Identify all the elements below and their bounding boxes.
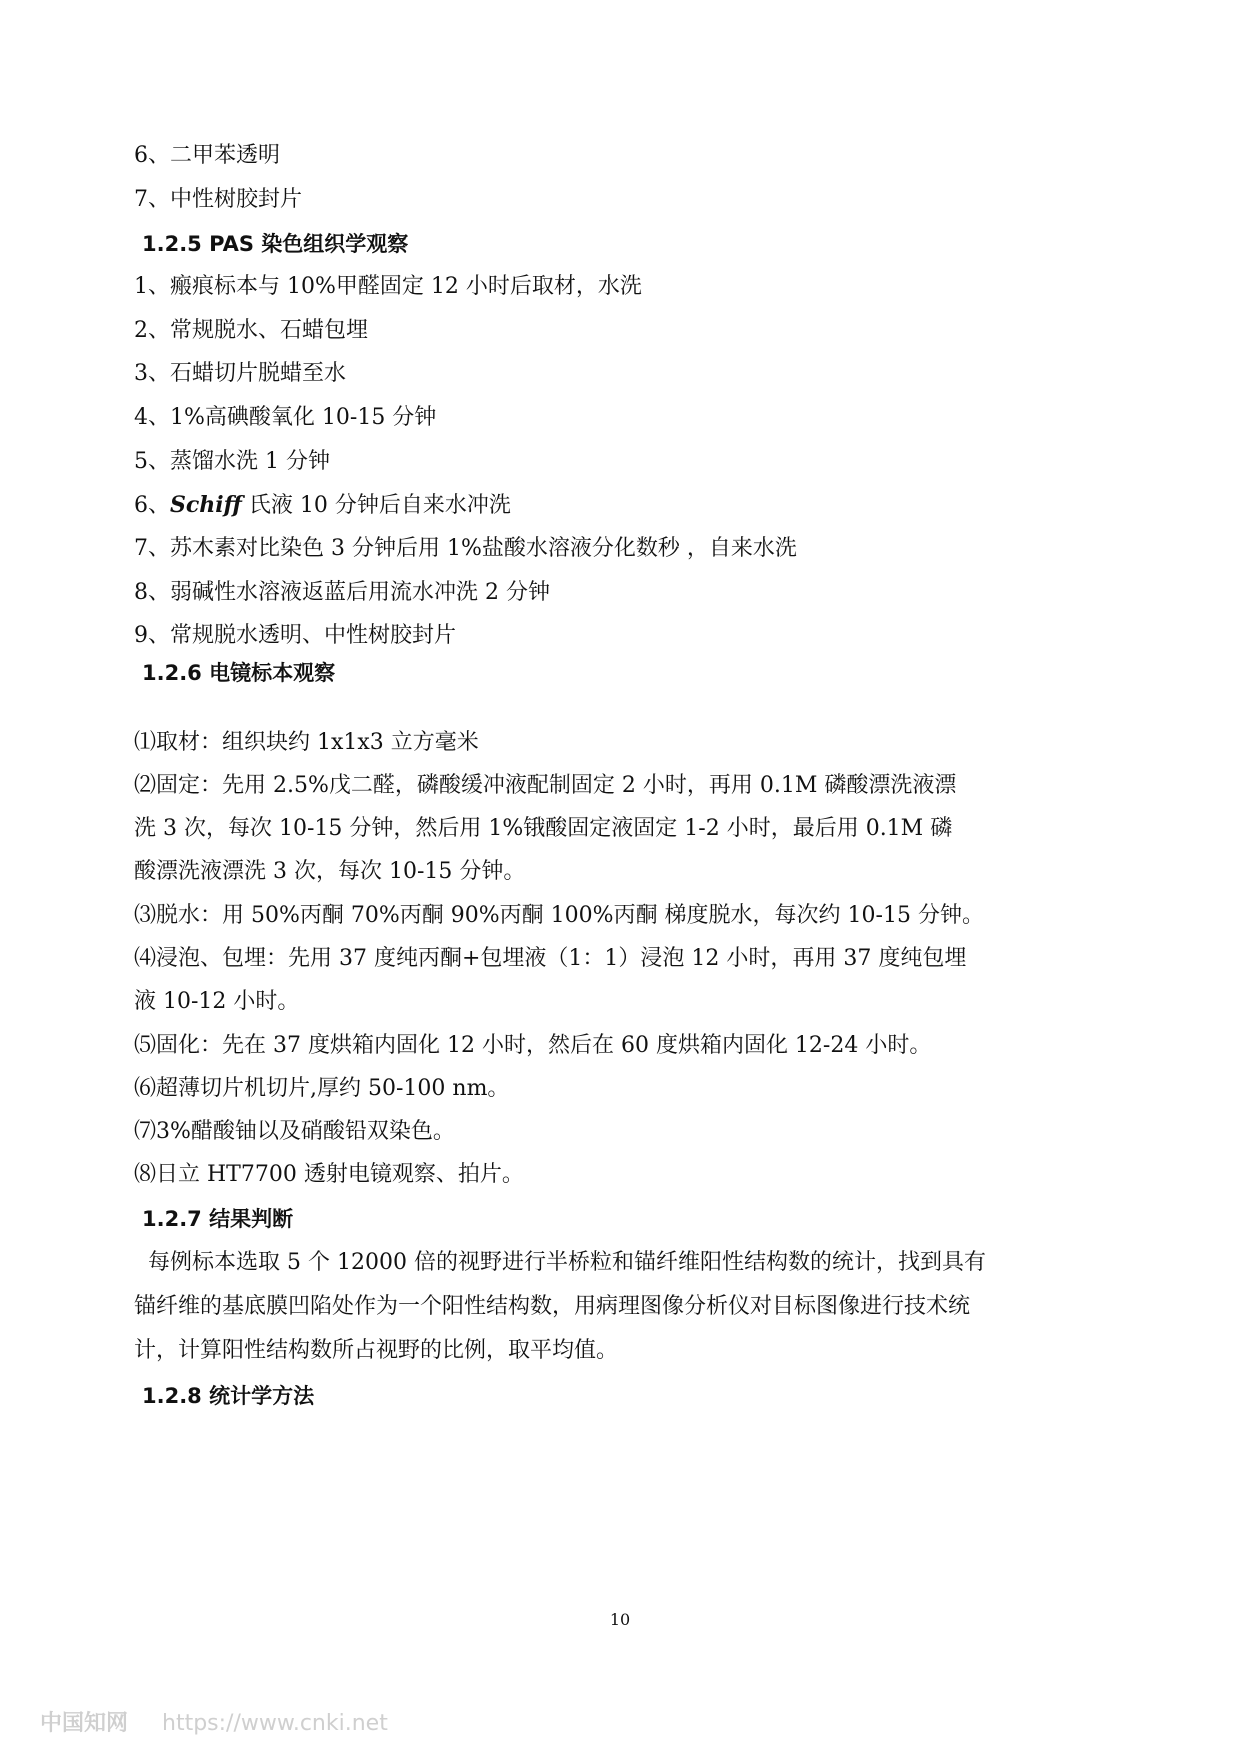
pas-step: 2、常规脱水、石蜡包埋 (134, 318, 368, 343)
em-paragraph-line: ⑵固定：先用 2.5%戊二醛，磷酸缓冲液配制固定 2 小时，再用 0.1M 磷酸漂洗液漂 (134, 773, 957, 798)
procedure-step: 7、中性树胶封片 (134, 187, 302, 212)
section-heading-result: 1.2.7 结果判断 (142, 1207, 294, 1231)
page-number: 10 (609, 1610, 631, 1629)
em-paragraph-line: ⑹超薄切片机切片,厚约 50-100 nm。 (134, 1076, 510, 1101)
pas-step-rest: 氏液 10 分钟后自来水冲洗 (241, 493, 511, 518)
procedure-step: 6、二甲苯透明 (134, 143, 280, 168)
watermark-url: https://www.cnki.net (162, 1711, 388, 1736)
em-paragraph-line: ⑴取材：组织块约 1x1x3 立方毫米 (134, 730, 479, 755)
watermark-brand: 中国知网 (40, 1711, 129, 1736)
pas-step: 1、瘢痕标本与 10%甲醛固定 12 小时后取材，水洗 (134, 274, 642, 299)
cnki-watermark (40, 1706, 388, 1737)
pas-step: 8、弱碱性水溶液返蓝后用流水冲洗 2 分钟 (134, 580, 550, 605)
section-heading-stats: 1.2.8 统计学方法 (142, 1384, 315, 1408)
pas-step: 7、苏木素对比染色 3 分钟后用 1%盐酸水溶液分化数秒 ，自来水洗 (134, 536, 797, 561)
pas-step: 4、1%高碘酸氧化 10-15 分钟 (134, 405, 437, 430)
pas-step-prefix: 6、 (134, 493, 170, 518)
em-paragraph-line: ⑷浸泡、包埋：先用 37 度纯丙酮+包埋液（1：1）浸泡 12 小时，再用 37 度纯包埋 (134, 946, 967, 971)
pas-step-schiff (134, 490, 511, 521)
result-paragraph-line: 锚纤维的基底膜凹陷处作为一个阳性结构数，用病理图像分析仪对目标图像进行技术统 (134, 1294, 971, 1319)
em-paragraph-line: ⑸固化：先在 37 度烘箱内固化 12 小时，然后在 60 度烘箱内固化 12-24 小时。 (134, 1033, 932, 1058)
section-heading-em: 1.2.6 电镜标本观察 (142, 661, 336, 685)
em-paragraph-line: ⑻日立 HT7700 透射电镜观察、拍片。 (134, 1162, 524, 1187)
pas-step: 9、常规脱水透明、中性树胶封片 (134, 623, 456, 648)
pas-step: 5、蒸馏水洗 1 分钟 (134, 449, 330, 474)
schiff-reagent-name: Schiff (170, 492, 242, 518)
em-paragraph-line: 酸漂洗液漂洗 3 次，每次 10-15 分钟。 (134, 859, 526, 884)
em-paragraph-line: 洗 3 次，每次 10-15 分钟，然后用 1%锇酸固定液固定 1-2 小时，最后用 0.1M 磷 (134, 816, 953, 841)
result-paragraph-line: 每例标本选取 5 个 12000 倍的视野进行半桥粒和锚纤维阳性结构数的统计，找到具有 (148, 1250, 986, 1275)
em-paragraph-line: 液 10-12 小时。 (134, 989, 300, 1014)
em-paragraph-line: ⑺3%醋酸铀以及硝酸铅双染色。 (134, 1119, 455, 1144)
result-paragraph-line: 计，计算阳性结构数所占视野的比例，取平均值。 (134, 1338, 619, 1363)
pas-step: 3、石蜡切片脱蜡至水 (134, 361, 346, 386)
em-paragraph-line: ⑶脱水：用 50%丙酮 70%丙酮 90%丙酮 100%丙酮 梯度脱水，每次约 10-15 分钟。 (134, 903, 984, 928)
section-heading-pas: 1.2.5 PAS 染色组织学观察 (142, 232, 409, 256)
